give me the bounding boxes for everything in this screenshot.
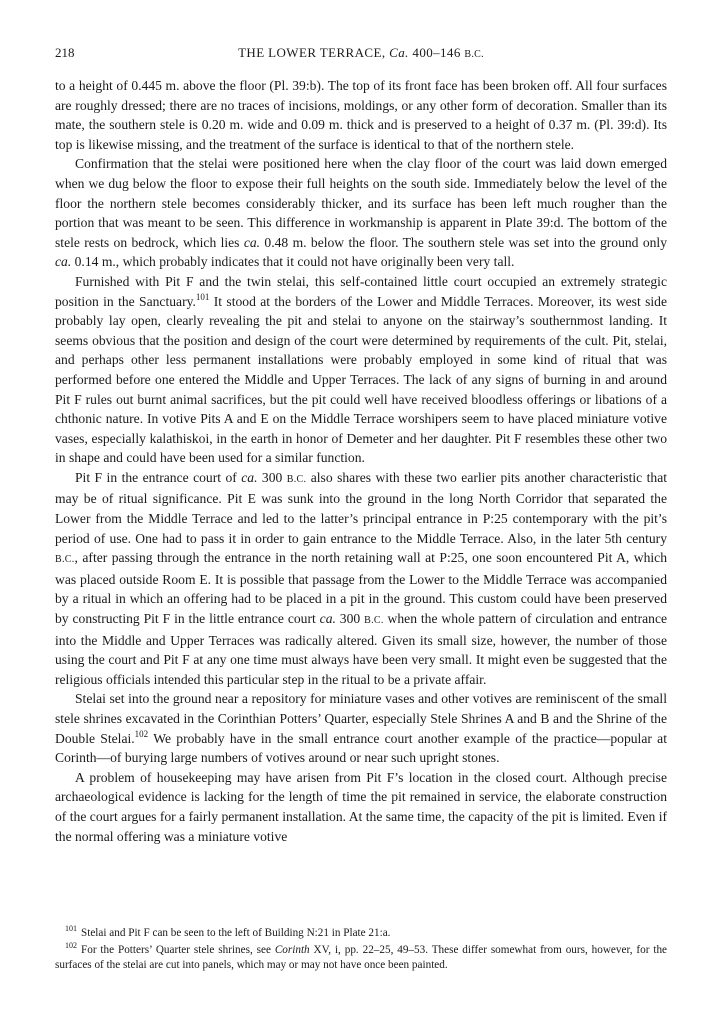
era-abbreviation: B.C. xyxy=(364,615,384,627)
paragraph-text: to a height of 0.445 m. above the floor (Pl. 39:b). The top of its front face has been broken off. All four surfaces are roughly dressed; there are no traces of incisions, moldings, or any other form of decoration. Smaller than its mate, the southern stele is 0.20 m. wide and 0.09 m. thick and is preserved to a height of 0.37 m. (Pl. 39:d). Its top is likewise missing, and the treatment of the surface is identical to that of the northern stele. xyxy=(55,78,667,152)
paragraph-2 xyxy=(55,154,667,272)
paragraph-text: 0.14 m., which probably indicates that it could not have originally been very tall. xyxy=(71,254,515,270)
footnote-number: 101 xyxy=(65,924,77,933)
running-title-dates: 400–146 xyxy=(408,45,465,60)
paragraph-text: when the whole pattern of circulation and entrance into the Middle and Upper Terraces was radically altered. Given its small size, however, the number of those using the court and Pit F at any one time must always have been very small. It might even be suggested that the religious officials intended this particular step in the ritual to be a private affair. xyxy=(55,611,668,687)
footnote-ref-102[interactable]: 102 xyxy=(134,728,149,739)
paragraph-text: Stelai set into the ground near a repository for miniature vases and other votives are reminiscent of the small stele shrines excavated in the Corinthian Potters’ Quarter, especially Stele Shrines A and B and the Shrine of the Double Stelai. xyxy=(55,691,667,746)
paragraph-text: Pit F in the entrance court of xyxy=(75,469,242,485)
paragraph-text: also shares with these two earlier pits another characteristic that may be of ritual significance. Pit E was sunk into the ground in the long North Corridor that separated the Lower from the Middle Terrace and led to the latter’s principal entrance in P:25 contemporary with the pit’s period of use. One had to pass it in order to gain entrance to the Middle Terrace. Also, in the later 5th century xyxy=(55,469,668,546)
paragraph-text: , after passing through the entrance in the north retaining wall at P:25, one soon encountered Pit A, which was placed outside Room E. It is possible that passage from the Lower to the Middle Terrace was accompanied by a ritual in which an offering had to be placed in a pit in the ground. This custom could have been preserved by constructing Pit F in the little entrance court xyxy=(55,550,667,627)
era-abbreviation: B.C. xyxy=(286,473,307,485)
paragraph-text: 300 xyxy=(257,469,287,485)
paragraph-text: It stood at the borders of the Lower and Middle Terraces. Moreover, its west side probably lay open, clearly revealing the pit and stelai to anyone on the stairway’s southernmost landing. It seems obvious that the position and design of the court were determined by requirements of the cult. Pit, stelai, and perhaps other less permanent installations were probably employed in some kind of ritual that was performed before one entered the Middle and Upper Terraces. The lack of any signs of burning in and around Pit F rules out burnt animal sacrifices, but the pit could well have received bloodless offerings or libations of a chthonic nature. In votive Pits A and E on the Middle Terrace worshipers seem to have placed miniature votive vases, especially kalathiskoi, in the earth in honor of Demeter and her daughter. Pit F resembles these other two in shape and could have been used for a similar function. xyxy=(55,293,667,466)
running-title-era: B.C. xyxy=(464,49,484,60)
paragraph-4 xyxy=(55,468,667,690)
italic-term: ca. xyxy=(243,234,261,250)
footnote-text: For the Potters’ Quarter stele shrines, see xyxy=(81,943,275,956)
italic-term: ca. xyxy=(241,469,258,485)
paragraph-1 xyxy=(55,76,667,154)
paragraph-text: Confirmation that the stelai were positioned here when the clay floor of the court was laid down emerged when we dug below the floor to expose their full heights on the south side. Immediately below the level of the floor the northern stele becomes considerably thicker, and its surface has been left much rougher than the portion that was meant to be seen. This difference in workmanship is apparent in Plate 39:d. The bottom of the stele rests on bedrock, which lies xyxy=(55,156,667,250)
italic-term: ca. xyxy=(319,611,336,627)
paragraph-text: 300 xyxy=(335,611,365,627)
paragraph-text: 0.48 m. below the floor. The southern stele was set into the ground only xyxy=(260,234,668,250)
paragraph-5 xyxy=(55,689,667,767)
paragraph-text: We probably have in the small entrance court another example of the practice—popular at Corinth—of burying large numbers of votives around or near such upright stones. xyxy=(55,730,667,766)
running-title-text: THE LOWER TERRACE, xyxy=(238,45,390,60)
italic-term: ca. xyxy=(55,254,72,270)
page-number: 218 xyxy=(55,45,75,60)
footnote-ref-101[interactable]: 101 xyxy=(195,291,210,302)
paragraph-3 xyxy=(55,272,667,468)
paragraph-text: A problem of housekeeping may have arisen from Pit F’s location in the closed court. Although precise archaeological evidence is lacking for the length of time the pit remained in service, the elaborate construction of the court argues for a fairly permanent installation. At the same time, the capacity of the pit is limited. Even if the normal offering was a miniature votive xyxy=(55,769,667,844)
footnote-text: Stelai and Pit F can be seen to the left of Building N:21 in Plate 21:a. xyxy=(81,927,391,939)
body-text xyxy=(55,76,667,846)
italic-title: Corinth xyxy=(274,943,310,956)
footnote-101 xyxy=(55,926,667,942)
paragraph-text: Furnished with Pit F and the twin stelai, this self-contained little court occupied an extremely strategic position in the Sanctuary. xyxy=(55,273,667,309)
footnotes xyxy=(55,926,667,975)
footnote-number: 102 xyxy=(65,940,77,950)
footnote-text: XV, i, pp. 22–25, 49–53. These differ somewhat from ours, however, for the surfaces of the stelai are cut into panels, which may or may not have once been painted. xyxy=(55,943,667,972)
running-title xyxy=(55,45,667,61)
paragraph-6 xyxy=(55,768,667,846)
footnote-102 xyxy=(55,940,667,974)
era-abbreviation: B.C. xyxy=(55,554,75,566)
running-head xyxy=(55,45,667,65)
running-title-circa: Ca. xyxy=(389,45,409,60)
